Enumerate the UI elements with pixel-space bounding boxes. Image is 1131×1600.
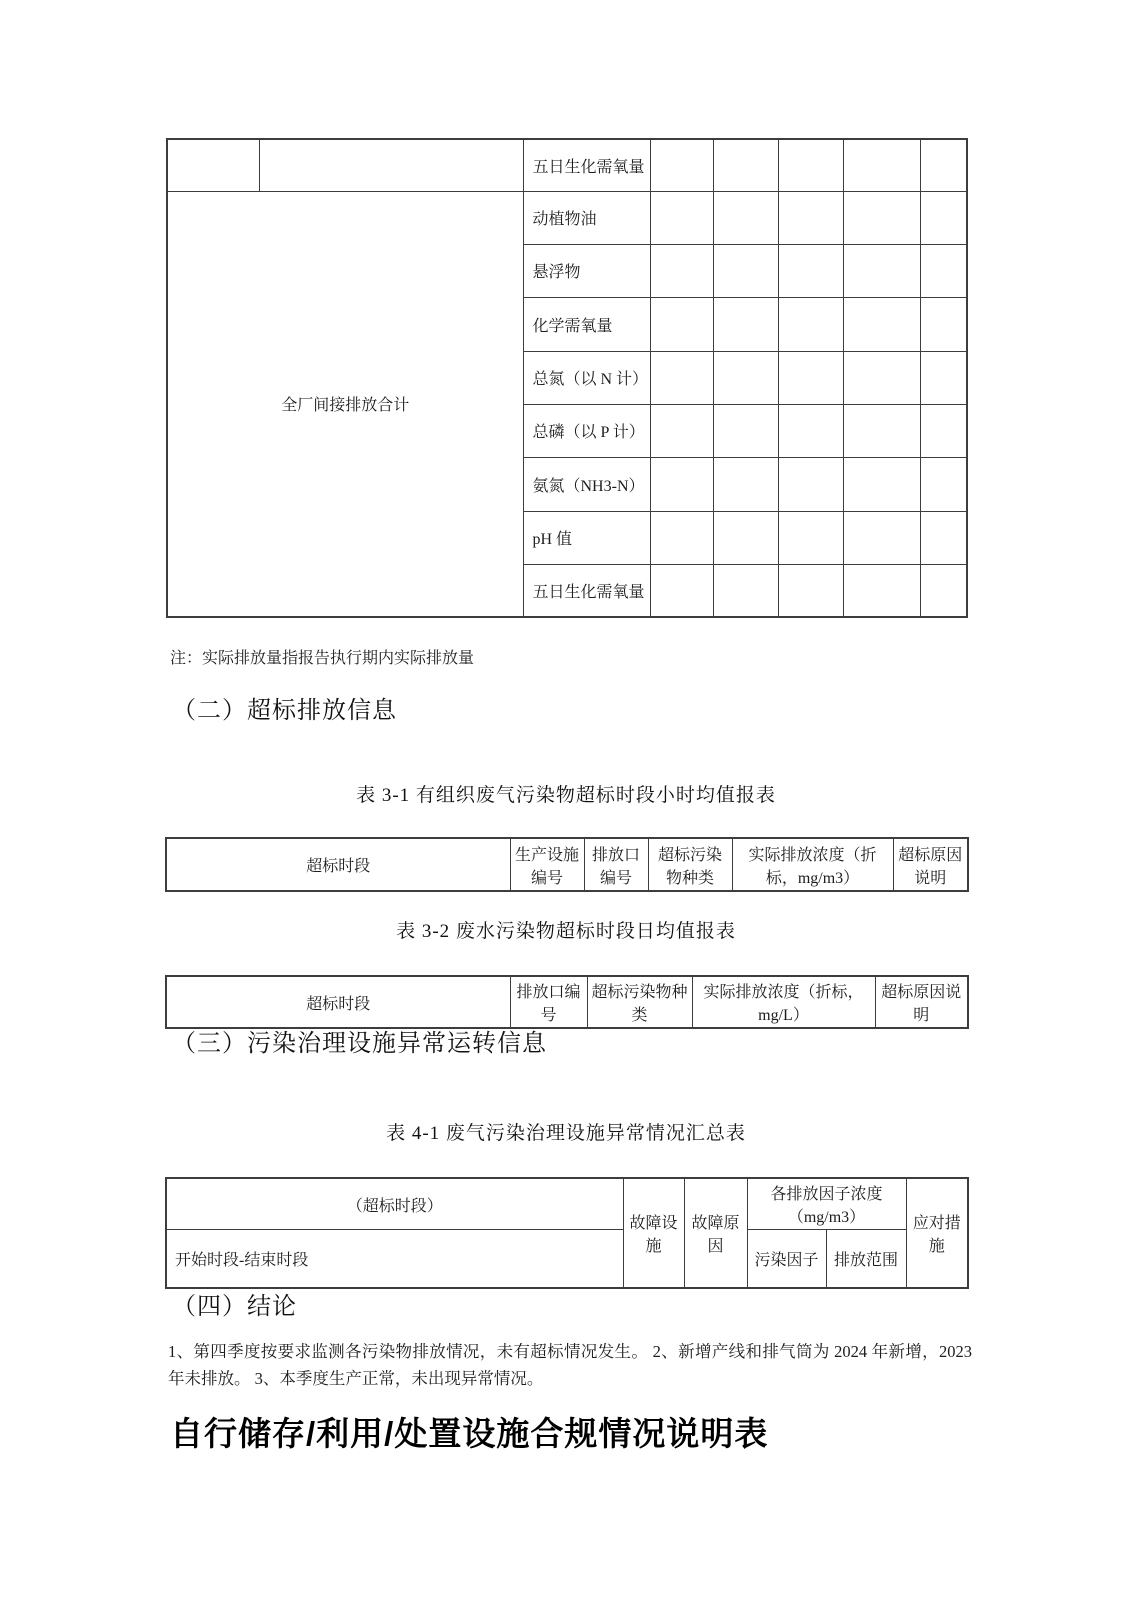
empty-data-cell (778, 351, 843, 404)
table-4-1 (165, 1177, 969, 1289)
empty-data-cell (650, 139, 713, 191)
header-factor: 污染因子 (747, 1230, 826, 1288)
bottom-section-title: 自行储存/利用/处置设施合规情况说明表 (170, 1415, 769, 1452)
header-facility-no: 生产设施编号 (510, 838, 584, 891)
empty-data-cell (843, 297, 920, 351)
empty-data-cell (843, 139, 920, 191)
empty-data-cell (843, 457, 920, 511)
table-row (166, 1178, 968, 1230)
header-outlet-no: 排放口编号 (510, 976, 587, 1028)
empty-data-cell (920, 351, 967, 404)
empty-data-cell (713, 351, 778, 404)
empty-data-cell (650, 297, 713, 351)
empty-data-cell (650, 191, 713, 244)
table-3-2 (165, 975, 969, 1029)
header-concentration: 实际排放浓度（折标，mg/m3） (732, 838, 893, 891)
header-pollutant-type: 超标污染物种类 (648, 838, 732, 891)
pollutant-name-cell: 动植物油 (523, 191, 650, 244)
table-row (167, 139, 967, 191)
table-row (166, 976, 968, 1028)
empty-data-cell (650, 244, 713, 297)
table-3-1-title: 表 3-1 有组织废气污染物超标时段小时均值报表 (356, 785, 776, 806)
pollutant-name-cell: 五日生化需氧量 (523, 139, 650, 191)
empty-data-cell (843, 351, 920, 404)
empty-data-cell (713, 564, 778, 617)
header-period-top: （超标时段） (166, 1178, 623, 1230)
empty-data-cell (650, 457, 713, 511)
table-footnote: 注：实际排放量指报告执行期内实际排放量 (170, 650, 475, 667)
empty-data-cell (713, 191, 778, 244)
pollutant-name-cell: 总磷（以 P 计） (523, 404, 650, 457)
section-heading-4: （四）结论 (172, 1294, 297, 1320)
empty-data-cell (778, 457, 843, 511)
empty-data-cell (843, 564, 920, 617)
header-measures: 应对措施 (906, 1178, 968, 1288)
pollutant-name-cell: 悬浮物 (523, 244, 650, 297)
header-outlet-no: 排放口编号 (584, 838, 648, 891)
section-heading-3: （三）污染治理设施异常运转信息 (172, 1031, 547, 1057)
empty-data-cell (920, 511, 967, 564)
empty-data-cell (843, 244, 920, 297)
header-range: 排放范围 (826, 1230, 906, 1288)
actual-emission-table (166, 138, 968, 618)
table-row (166, 838, 968, 891)
header-period: 超标时段 (166, 838, 510, 891)
empty-data-cell (920, 404, 967, 457)
pollutant-name-cell: pH 值 (523, 511, 650, 564)
carryover-left-cell-1 (167, 139, 259, 191)
conclusion-paragraph: 1、第四季度按要求监测各污染物排放情况，未有超标情况发生。 2、新增产线和排气筒为 2024 年新增，2023 年未排放。 3、本季度生产正常，未出现异常情况。 (168, 1342, 972, 1388)
empty-data-cell (778, 511, 843, 564)
section-heading-2: （二）超标排放信息 (172, 698, 397, 724)
empty-data-cell (778, 404, 843, 457)
empty-data-cell (920, 244, 967, 297)
empty-data-cell (713, 404, 778, 457)
empty-data-cell (778, 244, 843, 297)
header-concentration: 实际排放浓度（折标，mg/L） (692, 976, 875, 1028)
empty-data-cell (920, 457, 967, 511)
header-fault-reason: 故障原因 (684, 1178, 747, 1288)
empty-data-cell (650, 351, 713, 404)
empty-data-cell (778, 191, 843, 244)
empty-data-cell (713, 139, 778, 191)
empty-data-cell (713, 457, 778, 511)
pollutant-name-cell: 总氮（以 N 计） (523, 351, 650, 404)
empty-data-cell (920, 297, 967, 351)
empty-data-cell (920, 564, 967, 617)
table-row (167, 191, 967, 244)
empty-data-cell (778, 564, 843, 617)
empty-data-cell (650, 564, 713, 617)
header-reason: 超标原因说明 (893, 838, 968, 891)
empty-data-cell (778, 297, 843, 351)
pollutant-name-cell: 五日生化需氧量 (523, 564, 650, 617)
group-label-cell: 全厂间接排放合计 (167, 191, 523, 617)
header-fault-equipment: 故障设施 (623, 1178, 684, 1288)
pollutant-name-cell: 氨氮（NH3-N） (523, 457, 650, 511)
table-4-1-title: 表 4-1 废气污染治理设施异常情况汇总表 (386, 1123, 746, 1144)
table-3-2-title: 表 3-2 废水污染物超标时段日均值报表 (396, 921, 736, 942)
header-factor-group: 各排放因子浓度（mg/m3） (747, 1178, 906, 1230)
empty-data-cell (920, 139, 967, 191)
empty-data-cell (920, 191, 967, 244)
empty-data-cell (843, 511, 920, 564)
empty-data-cell (778, 139, 843, 191)
empty-data-cell (713, 244, 778, 297)
empty-data-cell (650, 511, 713, 564)
header-period: 超标时段 (166, 976, 510, 1028)
pollutant-name-cell: 化学需氧量 (523, 297, 650, 351)
empty-data-cell (713, 511, 778, 564)
empty-data-cell (843, 191, 920, 244)
empty-data-cell (713, 297, 778, 351)
carryover-left-cell-2 (259, 139, 523, 191)
empty-data-cell (843, 404, 920, 457)
header-period-bottom: 开始时段-结束时段 (166, 1230, 623, 1288)
table-row (166, 1230, 968, 1288)
header-reason: 超标原因说明 (875, 976, 968, 1028)
table-3-1 (165, 837, 969, 892)
header-pollutant-type: 超标污染物种类 (587, 976, 692, 1028)
empty-data-cell (650, 404, 713, 457)
